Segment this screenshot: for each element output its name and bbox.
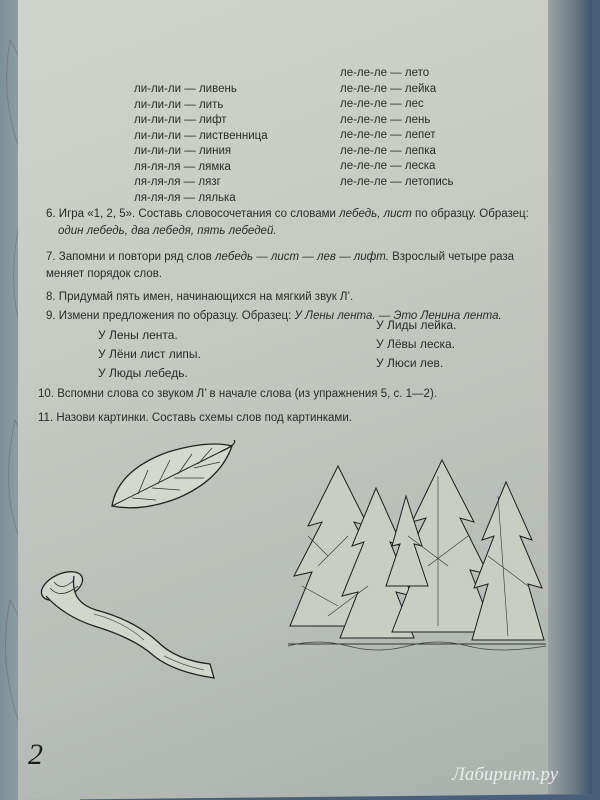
exercise-text: по образцу. Образец:	[415, 208, 529, 220]
syllable-row: ле-ле-ле — лето	[340, 67, 430, 79]
watermark-logo: Лабиринт.ру	[452, 764, 559, 785]
exercise-number: 7.	[46, 251, 56, 263]
syllable-row: ле-ле-ле — лес	[340, 98, 424, 110]
sentence: У Лены лента.	[98, 328, 178, 342]
exercise-text: Придумай пять имен, начинающихся на мягкий звук Л’.	[58, 291, 354, 303]
sentences-left	[98, 326, 201, 383]
syllable-row: ле-ле-ле — лень	[340, 113, 431, 126]
syllable-row: ли-ли-ли — лифт	[134, 114, 227, 126]
exercise-text: Игра «1, 2, 5». Составь словосочетания со словами	[58, 208, 336, 220]
syllable-row: ли-ли-ли — лить	[134, 98, 224, 111]
exercise-8	[46, 289, 546, 306]
sentence: У Люды лебедь.	[98, 366, 188, 380]
syllable-row: ля-ля-ля — лялька	[134, 191, 236, 204]
exercise-text: Назови картинки. Составь схемы слов под картинками.	[56, 412, 352, 424]
exercise-text: Вспомни слова со звуком Л’ в начале слова (из упражнения 5, с. 1—2).	[57, 388, 437, 400]
forest-picture	[288, 456, 546, 652]
syllable-row: ли-ли-ли — лиственница	[134, 129, 268, 142]
syllable-row: ля-ля-ля — лязг	[134, 176, 221, 188]
sentence: У Люси лев.	[376, 356, 444, 370]
syllable-row: ли-ли-ли — линия	[134, 145, 232, 157]
sentences-right	[376, 316, 456, 373]
exercise-number: 10.	[38, 388, 54, 400]
exercise-number: 11.	[38, 412, 54, 424]
exercise-number: 8.	[46, 291, 56, 303]
exercise-6	[46, 206, 546, 240]
exercise-text: Измени предложения по образцу. Образец:	[58, 310, 292, 322]
syllable-row: ля-ля-ля — лямка	[134, 160, 231, 173]
exercise-words: лебедь, лист	[339, 208, 412, 220]
exercise-9	[46, 308, 546, 325]
ribbon-picture	[34, 556, 224, 686]
page-number: 2	[28, 738, 43, 771]
exercise-11	[38, 410, 538, 427]
syllable-row: ле-ле-ле — лейка	[340, 82, 437, 95]
exercise-text: Взрослый четыре раза меняет порядок слов.	[46, 251, 515, 280]
page-fold-shadow	[548, 0, 592, 794]
syllable-row: ли-ли-ли — ливень	[134, 83, 237, 95]
syllables-left-column	[134, 82, 268, 206]
exercise-text: Запомни и повтори ряд слов	[58, 251, 212, 263]
exercise-number: 9.	[46, 310, 56, 322]
syllables-right-column	[340, 66, 454, 190]
sentence: У Лёни лист липы.	[98, 347, 201, 361]
leaf-picture	[108, 440, 238, 512]
exercise-number: 6.	[46, 208, 56, 220]
exercise-example: У Лены лента. — Это Ленина лента.	[294, 310, 502, 322]
syllable-row: ле-ле-ле — лепка	[340, 144, 436, 157]
exercise-7	[46, 249, 546, 283]
exercise-words: лебедь — лист — лев — лифт.	[214, 251, 389, 263]
exercise-example: один лебедь, два лебедя, пять лебедей.	[58, 225, 277, 237]
syllable-row: ле-ле-ле — летопись	[340, 175, 454, 188]
syllable-row: ле-ле-ле — лепет	[340, 129, 436, 141]
sentence: У Лиды лейка.	[376, 318, 457, 332]
exercise-10	[38, 386, 538, 403]
sentence: У Лёвы леска.	[376, 337, 456, 351]
syllable-row: ле-ле-ле — леска	[340, 160, 436, 172]
